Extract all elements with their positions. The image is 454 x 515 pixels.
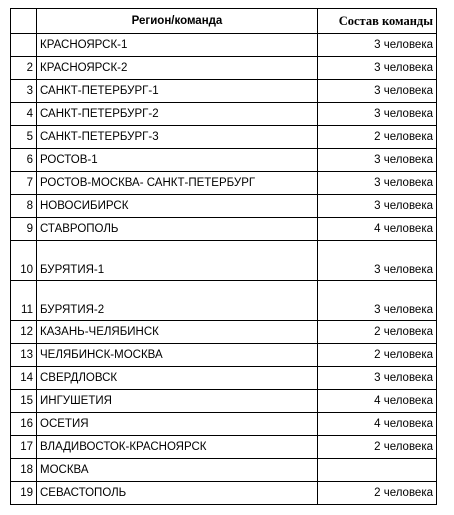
table-row [11,80,437,103]
row-team-size: 3 человека [318,103,437,126]
row-region: КРАСНОЯРСК-2 [37,57,318,80]
row-team-size [318,459,437,482]
table-row [11,344,437,367]
row-region: НОВОСИБИРСК [37,195,318,218]
row-team-size: 3 человека [318,34,437,57]
row-region: КРАСНОЯРСК-1 [37,34,318,57]
table-row [11,390,437,413]
table-row [11,126,437,149]
row-team-size: 2 человека [318,344,437,367]
row-team-size: 3 человека [318,241,437,281]
row-number: 18 [11,459,37,482]
row-region: ИНГУШЕТИЯ [37,390,318,413]
row-team-size: 3 человека [318,281,437,321]
row-region: СЕВАСТОПОЛЬ [37,482,318,505]
header-region: Регион/команда [37,9,318,34]
row-number: 3 [11,80,37,103]
table-row [11,482,437,505]
row-team-size: 3 человека [318,367,437,390]
table-row [11,321,437,344]
table-row [11,149,437,172]
row-region: МОСКВА [37,459,318,482]
table-row [11,436,437,459]
row-region: БУРЯТИЯ-2 [37,281,318,321]
row-region: БУРЯТИЯ-1 [37,241,318,281]
row-number: 2 [11,57,37,80]
row-region: САНКТ-ПЕТЕРБУРГ-1 [37,80,318,103]
row-region: ВЛАДИВОСТОК-КРАСНОЯРСК [37,436,318,459]
row-number: 9 [11,218,37,241]
row-team-size: 3 человека [318,149,437,172]
table-row [11,218,437,241]
row-team-size: 4 человека [318,218,437,241]
row-team-size: 3 человека [318,80,437,103]
table-row [11,413,437,436]
row-region: САНКТ-ПЕТЕРБУРГ-2 [37,103,318,126]
table-row [11,57,437,80]
row-team-size: 3 человека [318,172,437,195]
row-region: ОСЕТИЯ [37,413,318,436]
row-number: 6 [11,149,37,172]
table-row [11,172,437,195]
table-row [11,34,437,57]
row-number: 14 [11,367,37,390]
table-row [11,241,437,281]
header-team-size: Состав команды [318,9,437,34]
table-row [11,281,437,321]
row-number: 15 [11,390,37,413]
row-number: 7 [11,172,37,195]
teams-table [10,8,437,505]
row-number: 4 [11,103,37,126]
row-number: 10 [11,241,37,281]
row-region: СТАВРОПОЛЬ [37,218,318,241]
row-region: СВЕРДЛОВСК [37,367,318,390]
row-team-size: 2 человека [318,482,437,505]
row-number: 12 [11,321,37,344]
row-team-size: 3 человека [318,195,437,218]
row-team-size: 3 человека [318,57,437,80]
table-row [11,459,437,482]
table-row [11,367,437,390]
table-row [11,195,437,218]
row-number: 8 [11,195,37,218]
row-region: САНКТ-ПЕТЕРБУРГ-3 [37,126,318,149]
header-num [11,9,37,34]
row-region: РОСТОВ-МОСКВА- САНКТ-ПЕТЕРБУРГ [37,172,318,195]
table-row [11,103,437,126]
row-number: 19 [11,482,37,505]
row-number: 11 [11,281,37,321]
row-number: 5 [11,126,37,149]
row-team-size: 4 человека [318,413,437,436]
row-region: КАЗАНЬ-ЧЕЛЯБИНСК [37,321,318,344]
row-team-size: 2 человека [318,126,437,149]
row-team-size: 2 человека [318,321,437,344]
row-team-size: 4 человека [318,390,437,413]
header-row [11,9,437,34]
row-number: 17 [11,436,37,459]
row-number: 16 [11,413,37,436]
row-number [11,34,37,57]
row-number: 13 [11,344,37,367]
row-region: ЧЕЛЯБИНСК-МОСКВА [37,344,318,367]
row-team-size: 2 человека [318,436,437,459]
row-region: РОСТОВ-1 [37,149,318,172]
